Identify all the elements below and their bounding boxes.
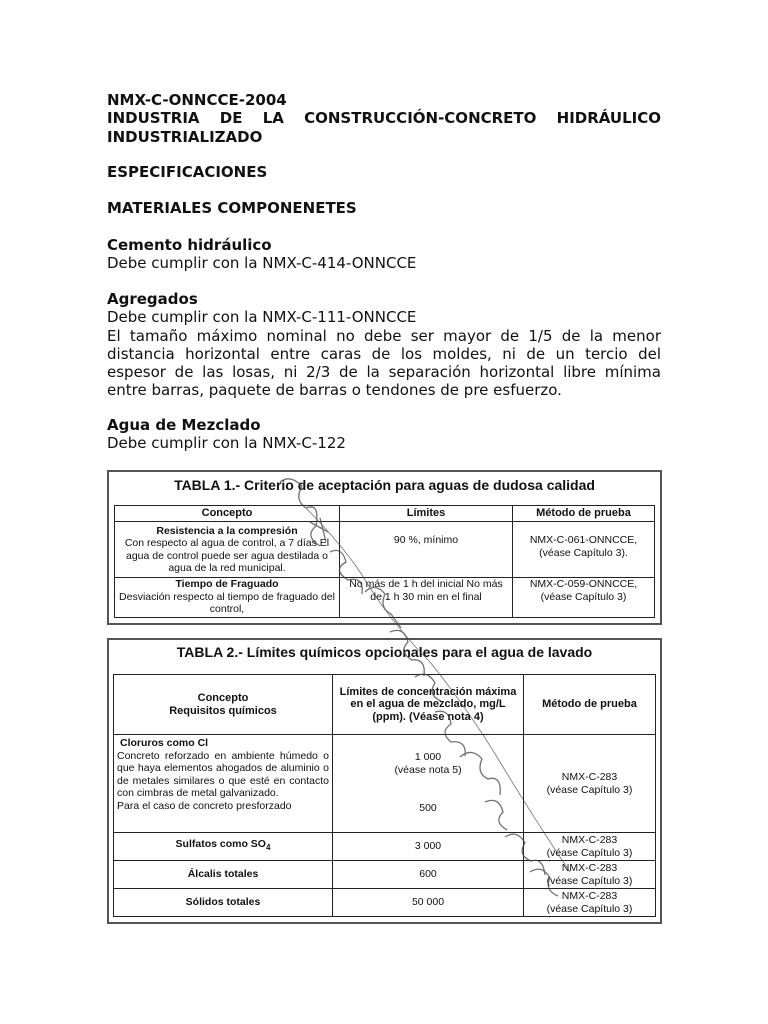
table2-header-concept-line1: Concepto <box>197 692 249 704</box>
table1-header-concept: Concepto <box>115 506 340 522</box>
table1-row1-concept <box>115 522 340 578</box>
table2-chlorides-title: Cloruros como Cl <box>120 737 209 749</box>
table2-row-alkalis-method-line2: (véase Capítulo 3) <box>546 874 633 887</box>
table2-row-alkalis-concept: Álcalis totales <box>114 861 333 889</box>
section-heading: ESPECIFICACIONES <box>107 163 268 181</box>
cement-text: Debe cumplir con la NMX-C-414-ONNCCE <box>107 254 417 273</box>
table2-chlorides-limits <box>333 735 524 833</box>
water-text: Debe cumplir con la NMX-C-122 <box>107 434 346 453</box>
table2-row-alkalis-method <box>524 861 656 889</box>
table2-row-solids-method-line2: (véase Capítulo 3) <box>546 902 633 915</box>
table2-header-row <box>114 675 656 735</box>
table1-title: TABLA 1.- Criterio de aceptación para aguas de dudosa calidad <box>174 477 595 493</box>
aggregates-text-size: El tamaño máximo nominal no debe ser mayor de 1/5 de la menor distancia horizontal entre caras de los moldes, ni de un tercio del espesor de las losas, ni 2/3 de la separación horizontal libre mínima entre barras, paquete de barras o tendones de pre esfuerzo. <box>107 326 661 400</box>
table2-chlorides-value1: 1 000 <box>414 751 442 763</box>
section-heading-block <box>107 163 661 181</box>
table2-header-concept-line2: Requisitos químicos <box>169 704 277 717</box>
table-row <box>114 833 656 861</box>
table1-header-method: Método de prueba <box>513 506 655 522</box>
document-code: NMX-C-ONNCCE-2004 <box>107 91 287 109</box>
table2-row-sulfates-value: 3 000 <box>333 833 524 861</box>
table2-chlorides-concept <box>114 735 333 833</box>
water-heading: Agua de Mezclado <box>107 416 261 434</box>
table2-header-limits: Límites de concentración máxima en el agua de mezclado, mg/L (ppm). (Véase nota 4) <box>333 675 524 735</box>
table2-frame <box>107 638 662 924</box>
table-row <box>114 861 656 889</box>
table1-row1-limits: 90 %, mínimo <box>340 522 513 578</box>
table-row <box>115 578 655 618</box>
table1-row1-concept-text: Con respecto al agua de control, a 7 días El agua de control puede ser agua destilada o agua de la red municipal. <box>124 537 330 574</box>
table2-chlorides-value1-note: (véase nota 5) <box>394 763 462 776</box>
table2 <box>113 674 656 917</box>
table-row <box>114 735 656 833</box>
document-title-line2: INDUSTRIALIZADO <box>107 127 263 146</box>
table2-chlorides-text2: Para el caso de concreto presforzado <box>117 799 292 812</box>
table1-header-row <box>115 506 655 522</box>
cement-section <box>107 236 661 273</box>
aggregates-text-norm: Debe cumplir con la NMX-C-111-ONNCCE <box>107 308 417 327</box>
table2-row-solids-method <box>524 889 656 917</box>
table2-header-concept <box>114 675 333 735</box>
cement-heading: Cemento hidráulico <box>107 236 272 254</box>
subsection-heading: MATERIALES COMPONENETES <box>107 199 357 217</box>
table1-row2-concept-title: Tiempo de Fraguado <box>175 578 279 590</box>
aggregates-section <box>107 290 661 400</box>
table2-row-alkalis-method-line1: NMX-C-283 <box>561 862 618 874</box>
aggregates-heading: Agregados <box>107 290 198 308</box>
table2-chlorides-text1: Concreto reforzado en ambiente húmedo o que haya elementos ahogados de aluminio o de metales similares o que esté en contacto con cimbras de metal galvanizado. <box>117 749 329 799</box>
table2-row-sulfates-method-line2: (véase Capítulo 3) <box>546 846 633 859</box>
subsection-heading-block <box>107 199 661 217</box>
table1-row2-concept-text: Desviación respecto al tiempo de fraguado del control, <box>119 590 335 615</box>
table2-header-method: Método de prueba <box>524 675 656 735</box>
table1-header-limits: Límites <box>340 506 513 522</box>
table2-chlorides-method-line2: (véase Capítulo 3) <box>546 783 633 796</box>
table2-row-sulfates-method-line1: NMX-C-283 <box>561 834 618 846</box>
table2-row-solids-concept: Sólidos totales <box>114 889 333 917</box>
table2-row-sulfates-method <box>524 833 656 861</box>
table2-row-sulfates-subscript: 4 <box>265 843 271 853</box>
table2-row-sulfates-concept <box>114 833 333 861</box>
table2-chlorides-value2: 500 <box>419 802 437 814</box>
document-header <box>107 91 661 146</box>
document-title-line1: INDUSTRIA DE LA CONSTRUCCIÓN-CONCRETO HIDRÁULICO <box>107 109 661 128</box>
table1-row1-concept-title: Resistencia a la compresión <box>156 524 298 537</box>
table1-row2-concept <box>115 578 340 618</box>
table-row <box>115 522 655 578</box>
table-row <box>114 889 656 917</box>
table2-row-solids-value: 50 000 <box>333 889 524 917</box>
table2-chlorides-method <box>524 735 656 833</box>
table2-title: TABLA 2.- Límites químicos opcionales para el agua de lavado <box>176 644 593 660</box>
table1 <box>114 505 655 618</box>
water-section <box>107 416 661 453</box>
table1-frame <box>107 470 662 625</box>
table2-row-alkalis-value: 600 <box>333 861 524 889</box>
table1-row2-method: NMX-C-059-ONNCCE, (véase Capítulo 3) <box>513 578 655 618</box>
table2-row-solids-method-line1: NMX-C-283 <box>561 890 618 902</box>
table1-row2-limits: No más de 1 h del inicial No más de 1 h 30 min en el final <box>340 578 513 618</box>
table1-row1-method: NMX-C-061-ONNCCE, (véase Capítulo 3). <box>513 522 655 578</box>
table2-row-sulfates-label: Sulfatos como SO <box>175 838 266 851</box>
table2-chlorides-method-line1: NMX-C-283 <box>561 771 618 783</box>
